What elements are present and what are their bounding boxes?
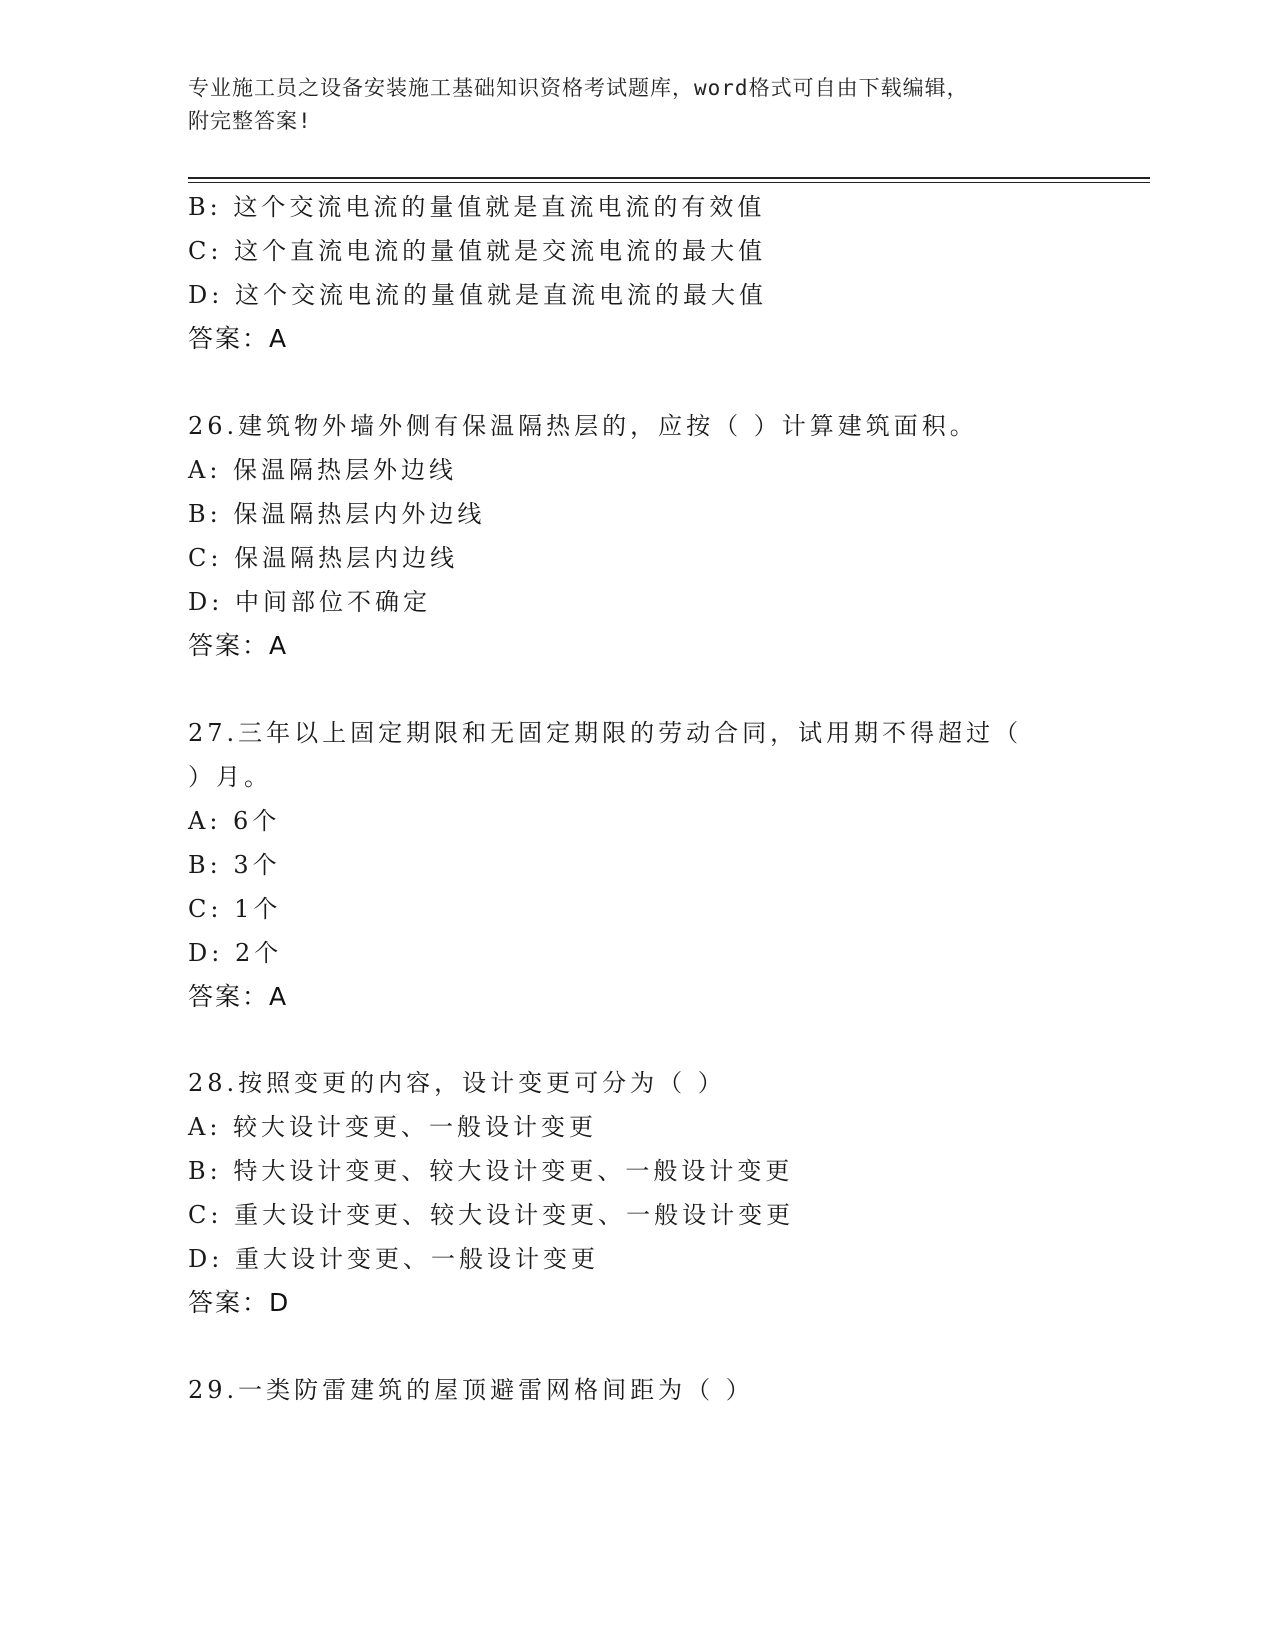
header-divider-thin — [188, 182, 1150, 183]
q27-answer: 答案：A — [188, 982, 289, 1011]
prev-option-c: C: 这个直流电流的量值就是交流电流的最大值 — [188, 237, 767, 265]
q28-option-b: B: 特大设计变更、较大设计变更、一般设计变更 — [188, 1157, 794, 1185]
q27-stem-line-1: 27.三年以上固定期限和无固定期限的劳动合同，试用期不得超过（ — [188, 719, 1023, 747]
q26-answer: 答案：A — [188, 631, 289, 660]
q27-option-c: C: 1个 — [188, 895, 282, 923]
q27-option-a: A: 6个 — [188, 807, 281, 835]
q28-option-c: C: 重大设计变更、较大设计变更、一般设计变更 — [188, 1201, 795, 1229]
q26-option-d: D: 中间部位不确定 — [188, 588, 431, 616]
q29-stem: 29.一类防雷建筑的屋顶避雷网格间距为（ ） — [188, 1376, 754, 1404]
q28-option-a: A: 较大设计变更、一般设计变更 — [188, 1113, 598, 1141]
header-line-2: 附完整答案! — [188, 109, 312, 133]
q28-answer: 答案：D — [188, 1288, 291, 1317]
header-divider-thick — [188, 177, 1150, 179]
q27-stem-line-2: ）月。 — [188, 763, 272, 791]
prev-option-d: D: 这个交流电流的量值就是直流电流的最大值 — [188, 281, 767, 309]
q27-option-b: B: 3个 — [188, 851, 281, 879]
q26-stem: 26.建筑物外墙外侧有保温隔热层的，应按（ ）计算建筑面积。 — [188, 412, 978, 440]
q26-option-b: B: 保温隔热层内外边线 — [188, 500, 486, 528]
q27-option-d: D: 2个 — [188, 939, 283, 967]
prev-answer: 答案：A — [188, 324, 289, 353]
document-header — [188, 72, 1068, 138]
prev-option-b: B: 这个交流电流的量值就是直流电流的有效值 — [188, 193, 766, 221]
header-line-1: 专业施工员之设备安装施工基础知识资格考试题库，word格式可自由下载编辑， — [188, 76, 969, 100]
q26-option-c: C: 保温隔热层内边线 — [188, 544, 459, 572]
q28-stem: 28.按照变更的内容，设计变更可分为（ ） — [188, 1069, 726, 1097]
q26-option-a: A: 保温隔热层外边线 — [188, 456, 458, 484]
q28-option-d: D: 重大设计变更、一般设计变更 — [188, 1245, 599, 1273]
